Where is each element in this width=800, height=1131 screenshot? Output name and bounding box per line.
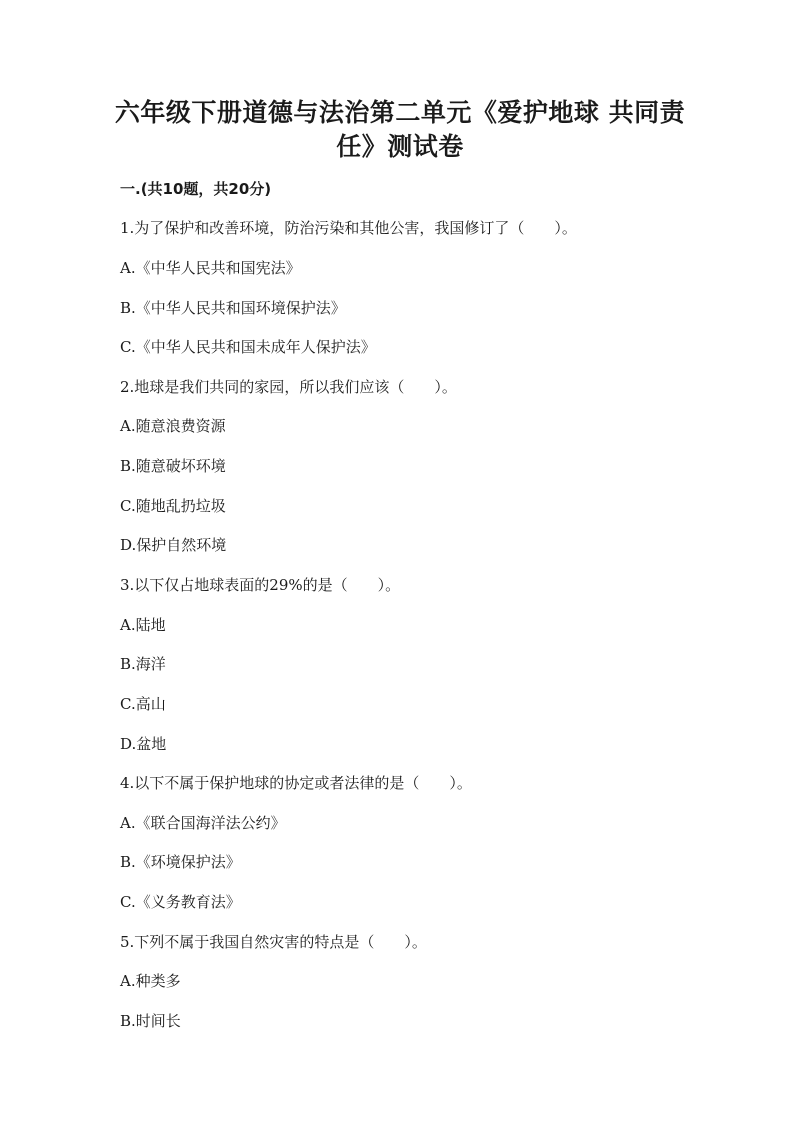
question-5-option-b: B.时间长	[120, 1012, 181, 1030]
section-heading: 一.(共10题，共20分)	[120, 180, 272, 198]
question-3-option-c: C.高山	[120, 695, 166, 713]
question-3-option-a: A.陆地	[120, 616, 166, 634]
question-5-stem: 5.下列不属于我国自然灾害的特点是（ ）。	[120, 933, 427, 951]
question-4-option-b: B.《环境保护法》	[120, 853, 241, 871]
question-1-option-a: A.《中华人民共和国宪法》	[120, 259, 301, 277]
question-5-option-a: A.种类多	[120, 972, 181, 990]
question-2-option-d: D.保护自然环境	[120, 536, 227, 554]
question-2-option-c: C.随地乱扔垃圾	[120, 497, 226, 515]
question-3-stem: 3.以下仅占地球表面的29%的是（ ）。	[120, 576, 401, 594]
question-2-stem: 2.地球是我们共同的家园，所以我们应该（ ）。	[120, 378, 457, 396]
page-title-line-1: 六年级下册道德与法治第二单元《爱护地球 共同责	[114, 98, 686, 127]
question-1-stem: 1.为了保护和改善环境，防治污染和其他公害，我国修订了（ ）。	[120, 219, 577, 237]
question-4-option-c: C.《义务教育法》	[120, 893, 241, 911]
question-4-stem: 4.以下不属于保护地球的协定或者法律的是（ ）。	[120, 774, 472, 792]
question-2-option-a: A.随意浪费资源	[120, 417, 226, 435]
question-1-option-c: C.《中华人民共和国未成年人保护法》	[120, 338, 376, 356]
question-3-option-d: D.盆地	[120, 735, 167, 753]
question-4-option-a: A.《联合国海洋法公约》	[120, 814, 286, 832]
question-3-option-b: B.海洋	[120, 655, 166, 673]
question-1-option-b: B.《中华人民共和国环境保护法》	[120, 299, 346, 317]
page-title-line-2: 任》测试卷	[336, 132, 464, 161]
question-2-option-b: B.随意破坏环境	[120, 457, 226, 475]
